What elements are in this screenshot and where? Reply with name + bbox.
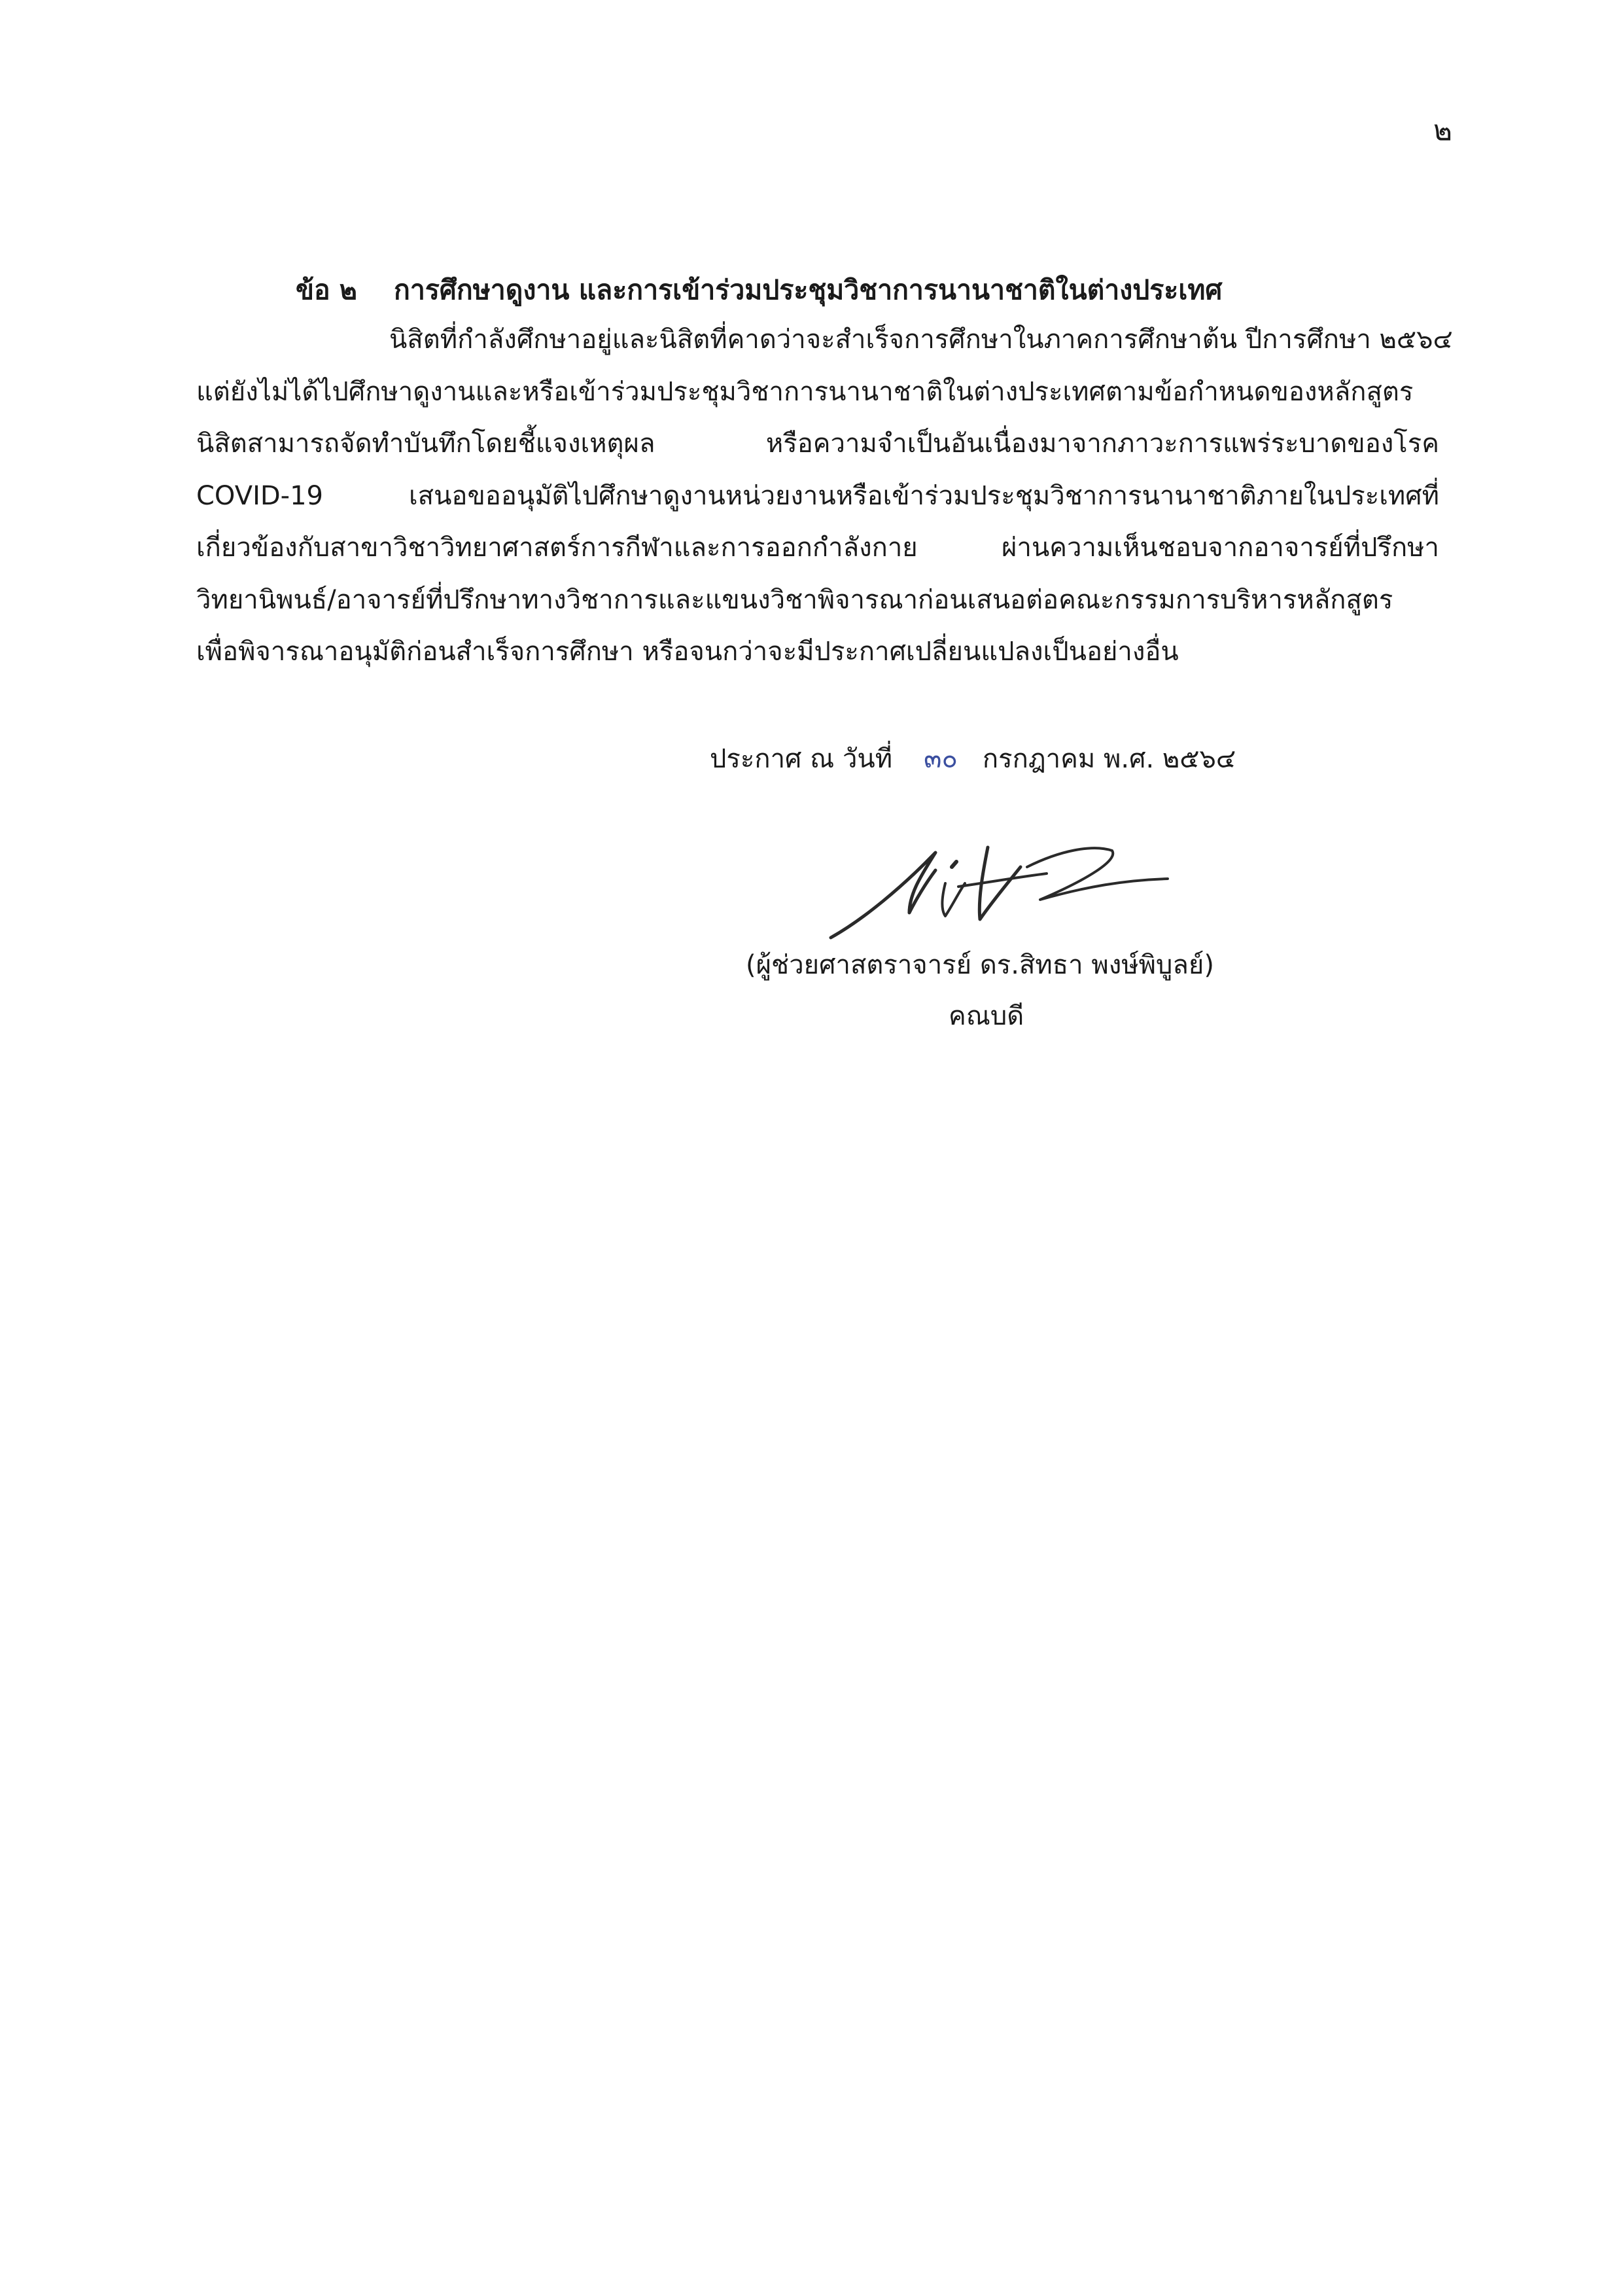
body-line: เกี่ยวข้องกับสาขาวิชาวิทยาศาสตร์การกีฬาและการออกกำลังกาย ผ่านความเห็นชอบจากอาจารย์ที่ปรึกษา [196,533,1439,563]
body-line: เพื่อพิจารณาอนุมัติก่อนสำเร็จการศึกษา หรือจนกว่าจะมีประกาศเปลี่ยนแปลงเป็นอย่างอื่น [196,637,1179,667]
body-paragraph [196,314,1453,679]
section-heading [296,267,1222,313]
section-title: การศึกษาดูงาน และการเข้าร่วมประชุมวิชาการนานาชาติในต่างประเทศ [394,274,1223,306]
signer-position: คณบดี [949,1001,1024,1031]
announcement-day: ๓๐ [924,744,958,774]
page-number: ๒ [1433,114,1452,147]
announcement-prefix: ประกาศ ณ วันที่ [710,744,893,774]
body-line: นิสิตสามารถจัดทำบันทึกโดยชี้แจงเหตุผล หรือความจำเป็นอันเนื่องมาจากภาวะการแพร่ระบาดของโรค [196,429,1439,459]
announcement-date [710,736,1236,782]
body-line: วิทยานิพนธ์/อาจารย์ที่ปรึกษาทางวิชาการและแขนงวิชาพิจารณาก่อนเสนอต่อคณะกรรมการบริหารหลักสูตร [196,584,1393,615]
signer-name: (ผู้ช่วยศาสตราจารย์ ดร.สิทธา พงษ์พิบูลย์) [746,950,1214,980]
clause-label: ข้อ ๒ [296,274,357,306]
announcement-month-year: กรกฎาคม พ.ศ. ๒๕๖๔ [982,744,1236,774]
signature-image [811,821,1178,952]
body-line: COVID-19 เสนอขออนุมัติไปศึกษาดูงานหน่วยงานหรือเข้าร่วมประชุมวิชาการนานาชาติภายในประเทศที่ [196,480,1439,511]
body-line: นิสิตที่กำลังศึกษาอยู่และนิสิตที่คาดว่าจะสำเร็จการศึกษาในภาคการศึกษาต้น ปีการศึกษา ๒๕๖๔ [389,325,1453,355]
body-line: แต่ยังไม่ได้ไปศึกษาดูงานและหรือเข้าร่วมประชุมวิชาการนานาชาติในต่างประเทศตามข้อกำหนดของหลักสูตร [196,376,1414,407]
